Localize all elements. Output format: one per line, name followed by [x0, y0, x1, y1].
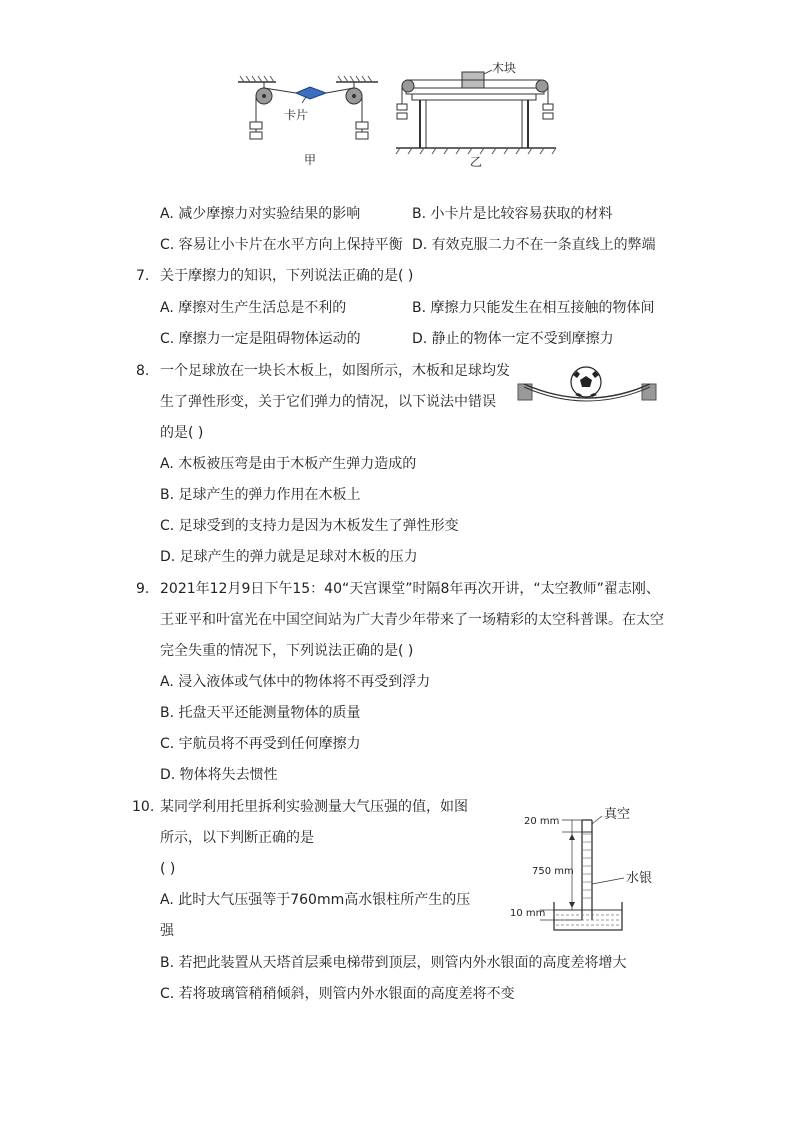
figure-torricelli [510, 802, 660, 932]
q9-stem-line1: 2021年12月9日下午15：40“天宫课堂”时隔8年再次开讲，“太空教师”翟志刚、 [160, 581, 660, 597]
figure-yi-caption: 乙 [470, 155, 483, 169]
q8-option-c: C. 足球受到的支持力是因为木板发生了弹性形变 [160, 518, 459, 534]
q8-stem-line1: 一个足球放在一块长木板上，如图所示，木板和足球均发 [160, 363, 510, 379]
q6-option-d: D. 有效克服二力不在一条直线上的弊端 [412, 237, 656, 253]
figure-jia-caption: 甲 [304, 153, 317, 167]
q10-stem-line3: ( ) [160, 861, 176, 877]
q8-number: 8. [136, 363, 150, 379]
figure-football-board [516, 362, 662, 408]
q8-stem-line2: 生了弹性形变，关于它们弹力的情况，以下说法中错误 [160, 394, 496, 410]
figure-yi [392, 60, 562, 170]
q6-option-a: A. 减少摩擦力对实验结果的影响 [160, 206, 361, 222]
q6-option-c: C. 容易让小卡片在水平方向上保持平衡 [160, 237, 403, 253]
q8-option-b: B. 足球产生的弹力作用在木板上 [160, 487, 361, 503]
q9-stem-line3: 完全失重的情况下，下列说法正确的是( ) [160, 643, 414, 659]
q8-option-d: D. 足球产生的弹力就是足球对木板的压力 [160, 549, 418, 565]
q6-option-b: B. 小卡片是比较容易获取的材料 [412, 206, 613, 222]
q9-option-d: D. 物体将失去惯性 [160, 767, 278, 783]
q7-option-a: A. 摩擦对生产生活总是不利的 [160, 300, 347, 316]
q9-option-c: C. 宇航员将不再受到任何摩擦力 [160, 736, 361, 752]
q7-stem: 关于摩擦力的知识，下列说法正确的是( ) [160, 268, 414, 284]
q7-number: 7. [136, 268, 150, 284]
q8-option-a: A. 木板被压弯是由于木板产生弹力造成的 [160, 456, 417, 472]
q9-number: 9. [136, 581, 150, 597]
q10-number: 10. [132, 799, 155, 815]
card-label: 卡片 [284, 108, 309, 122]
label-mercury: 水银 [626, 871, 653, 886]
q10-option-a-line1: A. 此时大气压强等于760mm高水银柱所产生的压 [160, 892, 471, 908]
q8-stem-line3: 的是( ) [160, 425, 204, 441]
card [296, 87, 326, 99]
q7-option-b: B. 摩擦力只能发生在相互接触的物体间 [412, 300, 655, 316]
q9-stem-line2: 王亚平和叶富光在中国空间站为广大青少年带来了一场精彩的太空科普课。在太空 [160, 612, 664, 628]
q7-option-d: D. 静止的物体一定不受到摩擦力 [412, 331, 614, 347]
q10-option-b: B. 若把此装置从天塔首层乘电梯带到顶层，则管内外水银面的高度差将增大 [160, 955, 627, 971]
wood-block-label: 木块 [492, 61, 517, 75]
label-vacuum: 真空 [604, 807, 631, 822]
q10-option-c: C. 若将玻璃管稍稍倾斜，则管内外水银面的高度差将不变 [160, 986, 515, 1002]
q10-stem-line1: 某同学利用托里拆利实验测量大气压强的值，如图 [160, 799, 468, 815]
label-20mm: 20 mm [524, 816, 560, 827]
q9-option-a: A. 浸入液体或气体中的物体将不再受到浮力 [160, 674, 431, 690]
q10-option-a-line2: 强 [160, 923, 174, 939]
label-10mm: 10 mm [510, 908, 546, 919]
label-750mm: 750 mm [532, 866, 574, 877]
q9-option-b: B. 托盘天平还能测量物体的质量 [160, 705, 361, 721]
q10-stem-line2: 所示，以下判断正确的是 [160, 830, 314, 846]
q7-option-c: C. 摩擦力一定是阻碍物体运动的 [160, 331, 361, 347]
figure-jia [236, 72, 386, 168]
